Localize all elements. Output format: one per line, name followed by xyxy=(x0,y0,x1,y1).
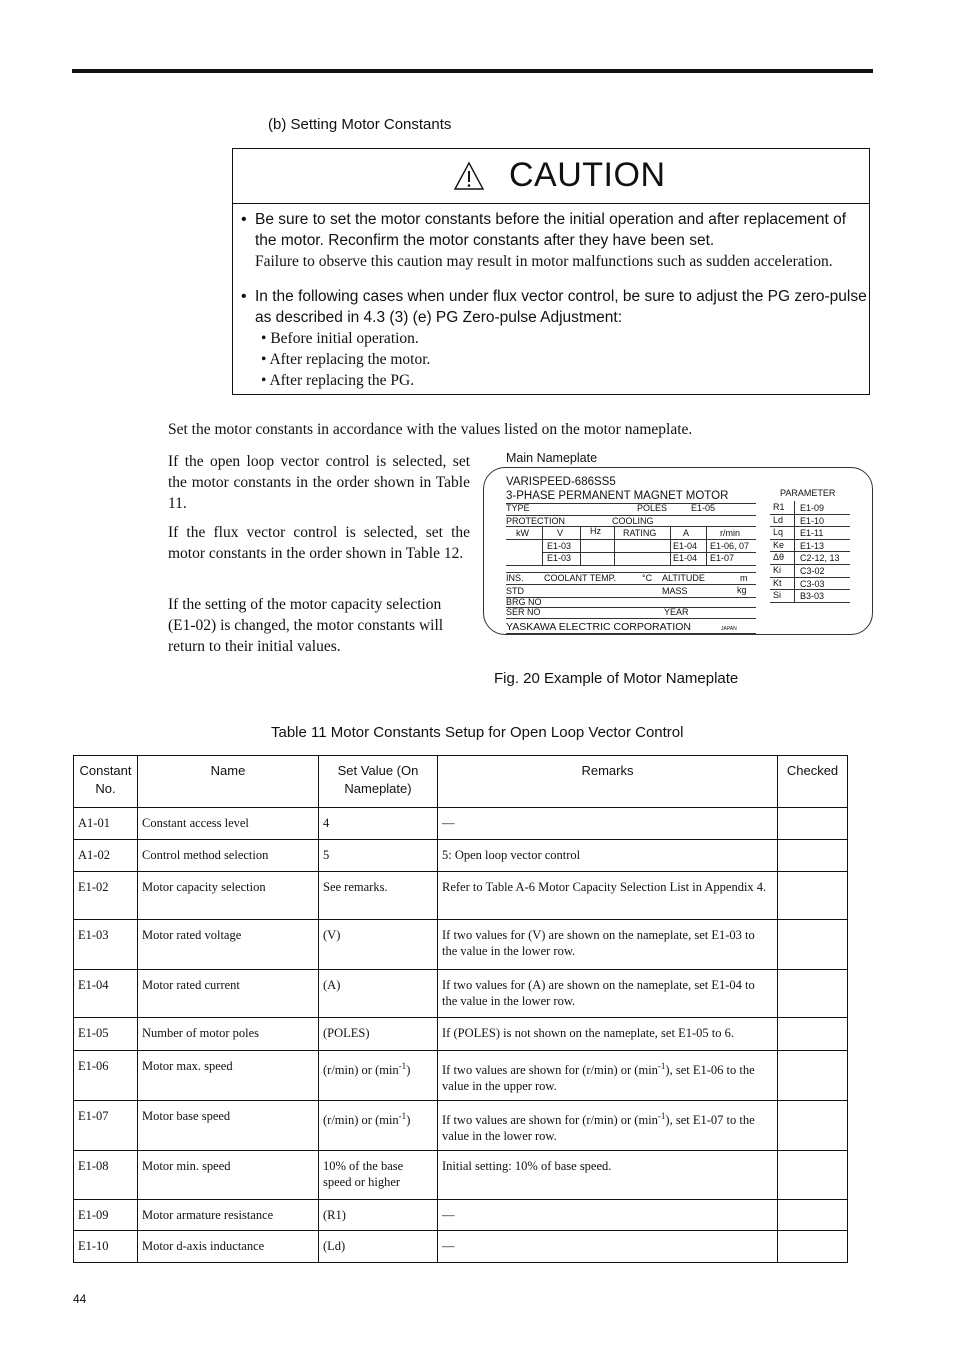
cell-set-value: See remarks. xyxy=(319,872,438,920)
paragraph-open-loop: If the open loop vector control is selected, set the motor constants in the order shown in Table 11. xyxy=(168,453,470,512)
np-a: A xyxy=(683,528,690,538)
table-row xyxy=(74,840,848,872)
cell-name: Motor max. speed xyxy=(138,1051,319,1101)
cell-set-value: (Ld) xyxy=(319,1231,438,1263)
np-param-rule xyxy=(770,589,850,590)
np-rmin-row2: E1-07 xyxy=(710,553,735,563)
sub-list-item: • Before initial operation. xyxy=(261,330,419,347)
cell-name: Constant access level xyxy=(138,808,319,840)
cell-checked[interactable] xyxy=(778,840,848,872)
cell-set-value: 10% of the base speed or higher xyxy=(319,1151,438,1200)
motor-constants-table xyxy=(73,755,848,1263)
cell-constant-no: E1-03 xyxy=(74,920,138,970)
cell-name: Motor min. speed xyxy=(138,1151,319,1200)
cell-name: Motor rated current xyxy=(138,970,319,1018)
np-param-rule xyxy=(770,577,850,578)
cell-checked[interactable] xyxy=(778,1200,848,1231)
np-v: V xyxy=(557,528,564,538)
np-grid xyxy=(670,526,671,565)
np-poles: POLES xyxy=(637,503,668,513)
cell-constant-no: E1-10 xyxy=(74,1231,138,1263)
cell-name: Motor d-axis inductance xyxy=(138,1231,319,1263)
paragraph-flux-vector: If the flux vector control is selected, set the motor constants in the order shown in Table 12. xyxy=(168,524,470,562)
table-caption: Table 11 Motor Constants Setup for Open Loop Vector Control xyxy=(271,724,684,741)
caution-header xyxy=(233,149,869,204)
np-std: STD xyxy=(506,586,524,596)
np-rmin-row1: E1-06, 07 xyxy=(710,541,750,551)
np-rule xyxy=(506,597,756,598)
cell-checked[interactable] xyxy=(778,872,848,920)
motor-nameplate xyxy=(483,467,873,635)
np-model: VARISPEED-686SS5 xyxy=(506,476,616,488)
cell-remarks: If two values are shown for (r/min) or $(\min^{-1})$, set E1-07 to the value in the lower row. xyxy=(438,1101,778,1151)
np-param-symbol: Lq xyxy=(773,527,784,538)
cell-checked[interactable] xyxy=(778,1051,848,1101)
cell-checked[interactable] xyxy=(778,1018,848,1051)
table-row xyxy=(74,1051,848,1101)
np-maker: YASKAWA ELECTRIC CORPORATION xyxy=(506,621,691,633)
np-grid xyxy=(580,526,581,565)
np-param-symbol: Kt xyxy=(773,577,782,588)
cell-checked[interactable] xyxy=(778,1231,848,1263)
cell-remarks: If two values are shown for (r/min) or $(\min^{-1})$, set E1-06 to the value in the upper row. xyxy=(438,1051,778,1101)
np-param-header: PARAMETER xyxy=(780,488,836,498)
np-cooling: COOLING xyxy=(612,516,654,526)
col-header-checked: Checked xyxy=(778,756,848,808)
cell-name: Motor capacity selection xyxy=(138,872,319,920)
np-param-rule xyxy=(770,564,850,565)
cell-remarks: If (POLES) is not shown on the nameplate, set E1-05 to 6. xyxy=(438,1018,778,1051)
cell-remarks: If two values for (V) are shown on the nameplate, set E1-03 to the value in the lower row. xyxy=(438,920,778,970)
cell-checked[interactable] xyxy=(778,1151,848,1200)
np-year: YEAR xyxy=(664,607,689,617)
np-param-symbol: Ld xyxy=(773,514,784,525)
np-param-code: C3-03 xyxy=(800,578,825,589)
np-rule xyxy=(506,584,756,585)
np-param-symbol: Ki xyxy=(773,565,782,575)
np-rmin: r/min xyxy=(720,528,740,538)
np-param-code: B3-03 xyxy=(800,591,825,602)
cell-constant-no: E1-09 xyxy=(74,1200,138,1231)
np-type: TYPE xyxy=(506,503,530,513)
np-a-row2: E1-04 xyxy=(673,553,698,563)
np-m: m xyxy=(740,573,748,583)
table-row xyxy=(74,1101,848,1151)
cell-remarks: — xyxy=(438,1200,778,1231)
cell-constant-no: E1-02 xyxy=(74,872,138,920)
np-ins: INS. xyxy=(506,573,524,583)
np-rule xyxy=(506,618,756,619)
np-rule xyxy=(506,526,756,527)
caution-box xyxy=(232,148,870,395)
cell-set-value: (POLES) xyxy=(319,1018,438,1051)
cell-constant-no: E1-04 xyxy=(74,970,138,1018)
cell-checked[interactable] xyxy=(778,970,848,1018)
cell-set-value: 4 xyxy=(319,808,438,840)
np-brg: BRG NO xyxy=(506,597,542,607)
cell-checked[interactable] xyxy=(778,1101,848,1151)
table-row xyxy=(74,872,848,920)
np-altitude: ALTITUDE xyxy=(662,573,705,583)
np-rule xyxy=(506,539,756,540)
np-param-symbol: Si xyxy=(773,590,782,601)
np-param-symbol: Δθ xyxy=(773,552,785,563)
cell-remarks: — xyxy=(438,1231,778,1263)
bullet-marker: • xyxy=(241,211,247,228)
cell-checked[interactable] xyxy=(778,808,848,840)
cell-constant-no: E1-06 xyxy=(74,1051,138,1101)
table-header-row xyxy=(74,756,848,808)
np-param-code: E1-10 xyxy=(800,515,825,526)
subsection-title: (b) Setting Motor Constants xyxy=(268,116,452,133)
table-row xyxy=(74,1151,848,1200)
table-row xyxy=(74,920,848,970)
page-number: 44 xyxy=(73,1292,87,1306)
col-header-set-value: Set Value (On Nameplate) xyxy=(319,756,438,808)
cell-constant-no: A1-01 xyxy=(74,808,138,840)
cell-set-value: (r/min) or $(\min^{-1})$ xyxy=(319,1101,438,1151)
np-grid xyxy=(706,526,707,565)
np-param-symbol: R1 xyxy=(773,502,785,512)
cell-remarks: 5: Open loop vector control xyxy=(438,840,778,872)
np-japan: JAPAN xyxy=(721,626,737,632)
cell-set-value: (A) xyxy=(319,970,438,1018)
cell-name: Motor rated voltage xyxy=(138,920,319,970)
cell-set-value: 5 xyxy=(319,840,438,872)
np-param-code: E1-11 xyxy=(800,528,824,539)
np-param-code: C2-12, 13 xyxy=(800,553,840,564)
warning-triangle-icon xyxy=(453,161,485,191)
sub-list-item: • After replacing the motor. xyxy=(261,351,431,368)
np-a-row1: E1-04 xyxy=(673,541,698,551)
intro-text: Set the motor constants in accordance with the values listed on the motor nameplate. xyxy=(168,421,693,438)
table-row xyxy=(74,970,848,1018)
cell-constant-no: E1-05 xyxy=(74,1018,138,1051)
cell-constant-no: A1-02 xyxy=(74,840,138,872)
np-rule xyxy=(506,565,756,566)
figure-caption: Fig. 20 Example of Motor Nameplate xyxy=(494,670,739,687)
caution-sub-list xyxy=(261,328,430,391)
cell-name: Motor base speed xyxy=(138,1101,319,1151)
np-param-rule xyxy=(770,602,850,603)
np-param-symbol: Ke xyxy=(773,539,785,550)
sub-list-item: • After replacing the PG. xyxy=(261,372,415,389)
table-row xyxy=(74,1018,848,1051)
table-row xyxy=(74,1231,848,1263)
np-poles-param: E1-05 xyxy=(691,503,716,513)
np-rule xyxy=(506,633,756,634)
bullet-marker: • xyxy=(241,288,247,305)
paragraph-capacity: If the setting of the motor capacity selection (E1-02) is changed, the motor constants will return to their initial values. xyxy=(168,596,444,655)
cell-remarks: Initial setting: 10% of base speed. xyxy=(438,1151,778,1200)
np-grid xyxy=(542,526,543,565)
caution-bullet-2: In the following cases when under flux vector control, be sure to adjust the PG zero-pulse as described in 4.3 (3) (e) PG Zero-pulse Adjustment: xyxy=(255,288,867,326)
np-param-code: E1-13 xyxy=(800,540,825,551)
table-row xyxy=(74,808,848,840)
np-ser: SER NO xyxy=(506,607,541,617)
cell-name: Number of motor poles xyxy=(138,1018,319,1051)
cell-set-value: (R1) xyxy=(319,1200,438,1231)
caution-bullet-1-consequence: Failure to observe this caution may result in motor malfunctions such as sudden acceleration. xyxy=(255,253,833,270)
cell-set-value: (r/min) or $(\min^{-1})$ xyxy=(319,1051,438,1101)
cell-remarks: — xyxy=(438,808,778,840)
col-header-remarks: Remarks xyxy=(438,756,778,808)
cell-constant-no: E1-08 xyxy=(74,1151,138,1200)
col-header-constant-no: Constant No. xyxy=(74,756,138,808)
np-kg: kg xyxy=(737,585,747,595)
cell-set-value: (V) xyxy=(319,920,438,970)
nameplate-label: Main Nameplate xyxy=(506,451,598,465)
cell-checked[interactable] xyxy=(778,920,848,970)
caution-bullet-1 xyxy=(255,209,867,272)
cell-name: Motor armature resistance xyxy=(138,1200,319,1231)
np-kw: kW xyxy=(516,528,529,538)
np-hz: Hz xyxy=(590,526,601,536)
cell-remarks: Refer to Table A-6 Motor Capacity Selection List in Appendix 4. xyxy=(438,872,778,920)
cell-name: Control method selection xyxy=(138,840,319,872)
top-rule xyxy=(72,69,873,73)
caution-title: CAUTION xyxy=(509,156,666,194)
np-deg-c: °C xyxy=(642,573,653,583)
np-v-row2: E1-03 xyxy=(547,553,572,563)
np-coolant: COOLANT TEMP. xyxy=(544,573,617,583)
cell-constant-no: E1-07 xyxy=(74,1101,138,1151)
np-param-code: C3-02 xyxy=(800,566,825,576)
table-row xyxy=(74,1200,848,1231)
col-header-name: Name xyxy=(138,756,319,808)
np-rating: RATING xyxy=(623,528,657,538)
caution-bullet-1-text: Be sure to set the motor constants before the initial operation and after replacement of the motor. Reconfirm the motor constants after they have been set. xyxy=(255,211,847,249)
np-protection: PROTECTION xyxy=(506,516,566,526)
np-mass: MASS xyxy=(662,586,688,596)
cell-remarks: If two values for (A) are shown on the nameplate, set E1-04 to the value in the lower row. xyxy=(438,970,778,1018)
np-param-code: E1-09 xyxy=(800,503,825,513)
np-grid xyxy=(614,526,615,565)
np-v-row1: E1-03 xyxy=(547,541,572,551)
np-motor-type: 3-PHASE PERMANENT MAGNET MOTOR xyxy=(506,490,729,502)
np-rule xyxy=(506,503,756,504)
np-rule xyxy=(506,607,756,608)
